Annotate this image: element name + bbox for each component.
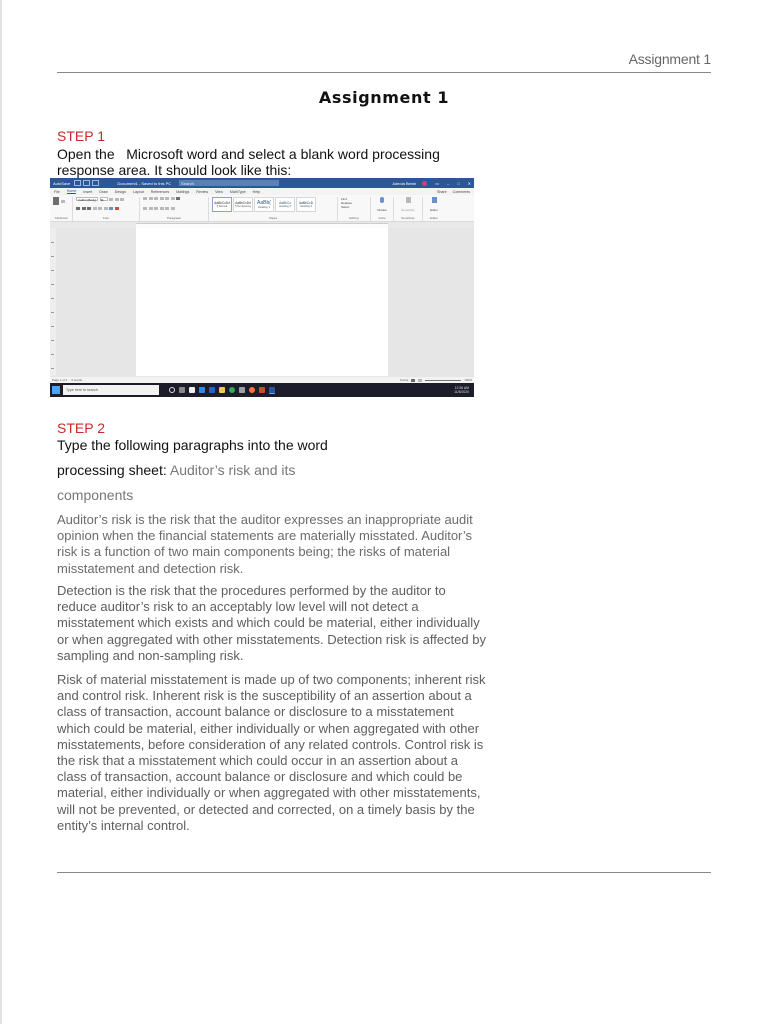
ribbon-group-voice (374, 197, 394, 221)
tab-references: References (150, 189, 170, 194)
ribbon-group-label: Sensitivity (401, 216, 415, 220)
page-count: Page 1 of 1 (52, 378, 68, 382)
sensitivity-label: Sensitivity (401, 207, 415, 212)
step2-instruction-prefix: processing sheet: (57, 462, 167, 478)
paragraph-auditors-risk: Auditor’s risk is the risk that the auditor expresses an inappropriate audit opinion when the financial statements are materially misstated. Auditor’s risk is a function of two main components being; the risks of material misstatement and detection risk. (57, 512, 473, 576)
menu-right (437, 190, 470, 194)
font-name-box: Calibri (Body) (78, 198, 97, 202)
zoom-slider (425, 380, 461, 381)
word-ribbon (50, 195, 474, 222)
style-normal: AaBbCcDd ¶ Normal (212, 197, 232, 212)
style-heading-2: AaBbCc Heading 2 (275, 197, 295, 212)
ribbon-group-label: Font (102, 216, 109, 220)
ribbon-group-label: Voice (378, 216, 386, 220)
word-screenshot (50, 178, 474, 397)
taskbar-search-label: Type here to search (66, 388, 98, 392)
word-titlebar (50, 178, 474, 188)
ribbon-group-clipboard (53, 197, 73, 221)
chrome-icon (229, 387, 235, 393)
tab-mailings: Mailings (176, 189, 190, 194)
ribbon-group-label: Paragraph (166, 216, 181, 220)
find-item: Find (341, 197, 347, 201)
step2-label: STEP 2 (57, 420, 105, 436)
autosave-label: AutoSave (53, 180, 71, 186)
style-heading-3: AaBbCcD Heading 3 (296, 197, 316, 212)
blank-word-page (136, 228, 388, 376)
ribbon-group-editor (426, 197, 445, 221)
ribbon-group-label: Editing (349, 216, 359, 220)
ribbon-group-label: Clipboard (54, 216, 68, 220)
ribbon-group-sensitivity (397, 197, 423, 221)
tab-draw: Draw (99, 189, 108, 194)
ribbon-group-paragraph (143, 197, 209, 221)
tab-layout: Layout (132, 189, 144, 194)
font-size-box: 11 (100, 197, 108, 201)
taskbar-apps (169, 387, 275, 394)
view-icon (411, 379, 415, 382)
ribbon-group-label: Styles (268, 216, 278, 220)
footer-rule (57, 872, 711, 873)
page-edge (0, 0, 2, 1024)
paragraph-heading-part2: components (57, 487, 134, 503)
style-no-spacing: AaBbCcDd ¶ No Spacing (233, 197, 253, 212)
quick-access-icons (74, 180, 99, 186)
document-title: Assignment 1 (318, 88, 450, 107)
system-tray (454, 386, 472, 394)
tab-mathtype: MathType (229, 189, 246, 194)
vertical-ruler (50, 228, 56, 376)
window-controls: ▭ – □ ✕ (435, 180, 471, 186)
editor-label: Editor (430, 207, 438, 212)
select-item: Select (341, 205, 350, 209)
word-document-area (50, 228, 474, 376)
ribbon-group-styles (212, 197, 338, 221)
tray-time: 12:56 AM (454, 386, 469, 390)
step1-instruction-line2: response area. It should look like this: (57, 162, 292, 178)
paste-icon (53, 197, 59, 205)
store-icon (189, 387, 195, 393)
running-header: Assignment 1 (628, 51, 711, 67)
step2-instruction-line1: Type the following paragraphs into the word (57, 437, 328, 453)
explorer-icon (219, 387, 225, 393)
taskbar-search (63, 385, 159, 395)
word-user-name: Adeola Benin (392, 180, 417, 186)
tab-review: Review (196, 189, 209, 194)
word-icon (269, 387, 275, 394)
editor-pen-icon (432, 197, 437, 203)
dictate-label: Dictate (377, 207, 387, 212)
word-count: 0 words (71, 378, 82, 382)
mail-icon (209, 387, 215, 393)
settings-icon (239, 387, 245, 393)
firefox-icon (249, 387, 255, 393)
step1-label: STEP 1 (57, 128, 105, 144)
style-heading-1: AaBb( Heading 1 (254, 197, 274, 212)
ribbon-group-font (76, 197, 140, 221)
paragraph-heading-part1: Auditor’s risk and its (169, 462, 296, 478)
tab-file: File (54, 189, 60, 194)
step1-instruction-line1: Open the Microsoft word and select a blank word processing (57, 146, 440, 162)
share-button: Share (437, 189, 447, 194)
ribbon-group-label: Editor (430, 216, 438, 220)
tab-home: Home (66, 189, 77, 193)
windows-taskbar (50, 383, 474, 397)
word-search-box (179, 180, 279, 186)
task-view-icon (179, 387, 185, 393)
tab-help: Help (252, 189, 261, 194)
paragraph-material-misstatement: Risk of material misstatement is made up of two components; inherent risk and control risk. Inherent risk is the susceptibility of an assertion about a class of transaction, account balance or disclosure to a misstatement which could be material, either individually or when aggregated with other misstatements, before consideration of any related controls. Control risk is the risk that a misstatement which could occur in an assertion about a class of transaction, account balance or disclosure and which could be material, either individually or when aggregated with other misstatements, will not be prevented, or detected and corrected, on a timely basis by the entity’s internal control. (57, 672, 486, 833)
paragraph-detection-risk: Detection is the risk that the procedures performed by the auditor to reduce auditor’s risk to an acceptably low level will not detect a misstatement which exists and which could be material, either individually or when aggregated with other misstatements. Detection risk is affected by sampling and non-sampling risk. (57, 583, 486, 663)
tab-insert: Insert (83, 189, 93, 194)
word-document-name: Document1 - Saved to this PC (117, 180, 172, 186)
powerpoint-icon (259, 387, 265, 393)
header-rule (57, 72, 711, 73)
tab-view: View (215, 189, 223, 194)
windows-start-icon (52, 386, 60, 394)
edge-icon (199, 387, 205, 393)
sensitivity-icon (406, 197, 411, 203)
cortana-icon (169, 387, 175, 393)
avatar (422, 181, 427, 186)
step2-instruction-line2 (57, 462, 497, 478)
zoom-level: 100% (464, 378, 472, 382)
tray-date: 11/8/2020 (454, 390, 469, 394)
view-icon (418, 379, 422, 382)
tab-design: Design (114, 189, 126, 194)
word-search-label: Search (181, 180, 194, 186)
ribbon-group-editing (341, 197, 371, 221)
word-menu-tabs (50, 188, 474, 195)
step1-instruction (57, 146, 497, 178)
replace-item: Replace (341, 201, 353, 205)
microphone-icon (380, 197, 384, 203)
comments-button: Comments (452, 189, 470, 194)
focus-mode: Focus (400, 378, 409, 382)
